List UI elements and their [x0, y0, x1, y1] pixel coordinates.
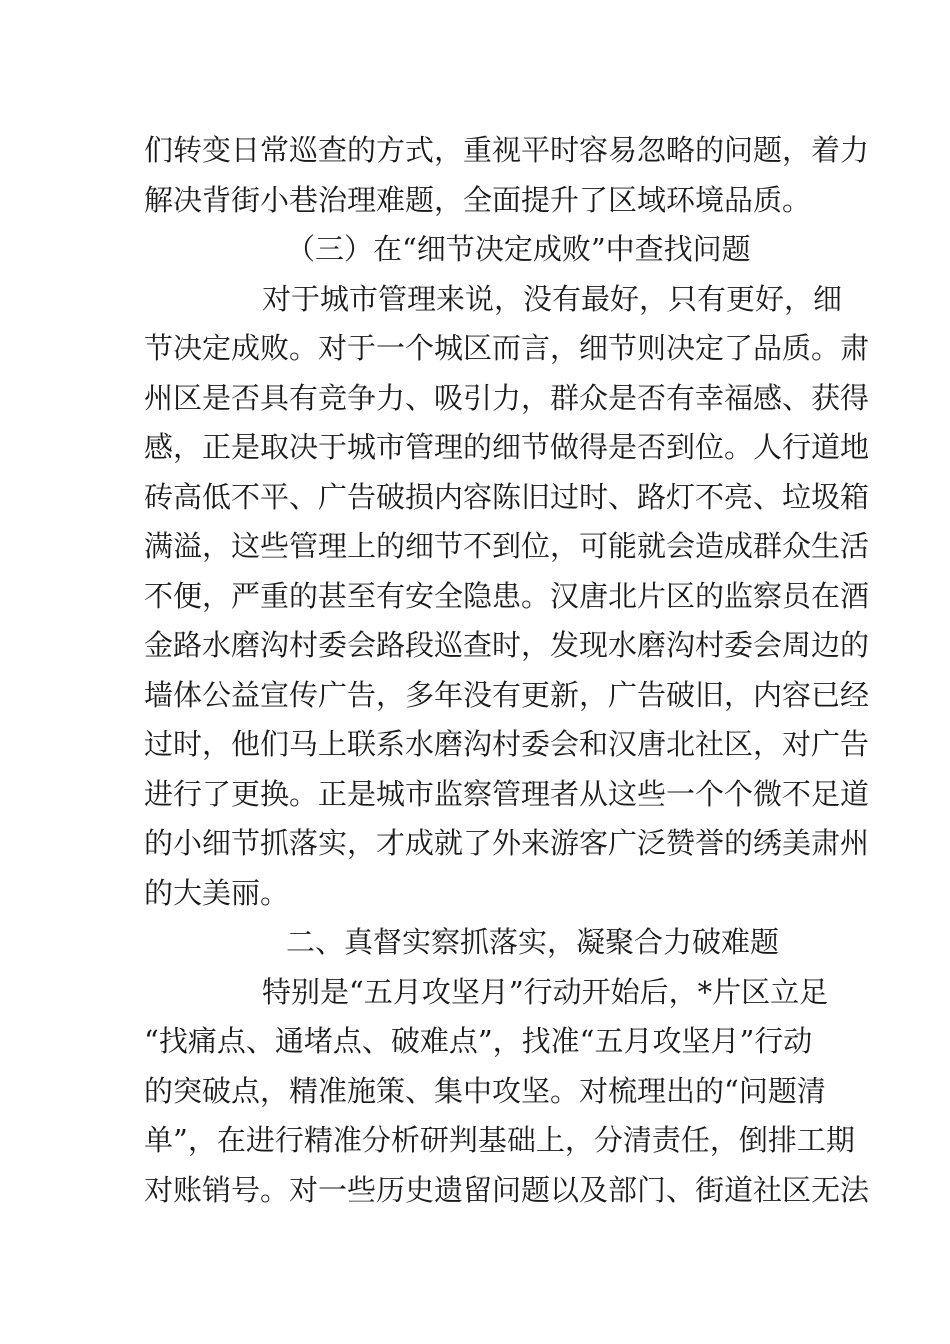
paragraph-line: 对账销号。对一些历史遗留问题以及部门、街道社区无法	[144, 1172, 870, 1207]
paragraph-line: 节决定成败。对于一个城区而言，细节则决定了品质。肃	[144, 331, 870, 365]
paragraph-line: 解决背街小巷治理难题，全面提升了区域环境品质。	[144, 182, 812, 217]
paragraph-line: 的大美丽。	[144, 875, 290, 910]
paragraph-line: 对于城市管理来说，没有最好，只有更好，细	[262, 281, 843, 316]
paragraph-line: 单”，在进行精准分析研判基础上，分清责任，倒排工期	[144, 1123, 855, 1157]
paragraph-line: 的小细节抓落实，才成就了外来游客广泛赞誉的绣美肃州	[144, 826, 870, 860]
paragraph-line: 的突破点，精准施策、集中攻坚。对梳理出的“问题清	[144, 1073, 826, 1108]
paragraph-line: 金路水磨沟村委会路段巡查时，发现水磨沟村委会周边的	[144, 628, 870, 662]
paragraph-line: 满溢，这些管理上的细节不到位，可能就会造成群众生活	[144, 529, 870, 563]
paragraph-line: 墙体公益宣传广告，多年没有更新，广告破旧，内容已经	[144, 677, 870, 712]
paragraph-line: 过时，他们马上联系水磨沟村委会和汉唐北社区，对广告	[144, 727, 870, 761]
section-heading: 二、真督实察抓落实，凝聚合力破难题	[286, 925, 780, 959]
paragraph-line: 不便，严重的甚至有安全隐患。汉唐北片区的监察员在酒	[144, 578, 870, 613]
paragraph-line: 进行了更换。正是城市监察管理者从这些一个个微不足道	[144, 776, 870, 811]
paragraph-line: “找痛点、通堵点、破难点”，找准“五月攻坚月”行动	[144, 1024, 813, 1058]
paragraph-line: 砖高低不平、广告破损内容陈旧过时、路灯不亮、垃圾箱	[144, 479, 870, 514]
section-heading: （三）在“细节决定成败”中查找问题	[286, 232, 751, 266]
document-body	[144, 126, 870, 1215]
paragraph-line: 特别是“五月攻坚月”行动开始后，*片区立足	[262, 974, 829, 1009]
paragraph-line: 州区是否具有竞争力、吸引力，群众是否有幸福感、获得	[144, 380, 870, 415]
paragraph-line: 感，正是取决于城市管理的细节做得是否到位。人行道地	[144, 430, 870, 464]
paragraph-line: 们转变日常巡查的方式，重视平时容易忽略的问题，着力	[144, 133, 870, 167]
